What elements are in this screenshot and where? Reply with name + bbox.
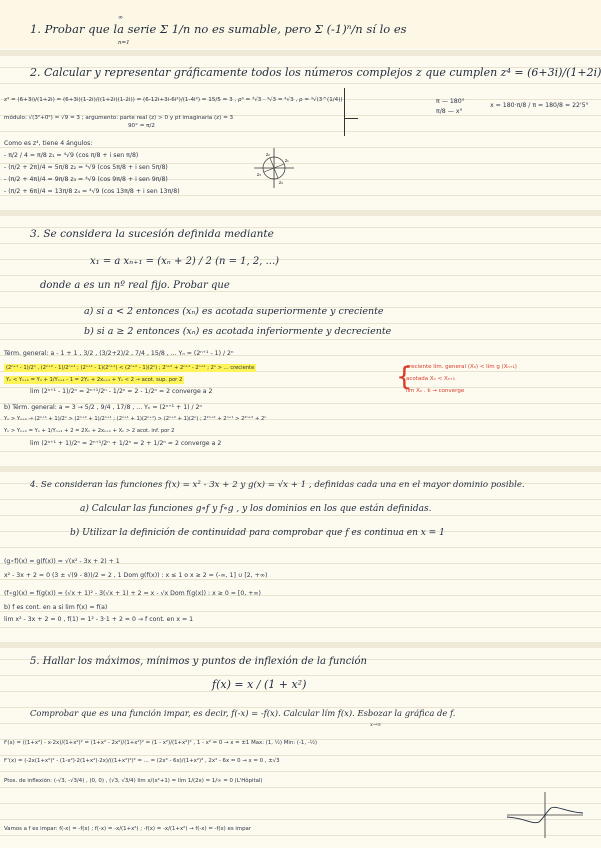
red-note-3: lím Xₙ . k → converge	[406, 388, 465, 394]
problem-4-part-a: a) Calcular las funciones g∘f y f∘g , y los dominios en los que están definidas.	[80, 504, 432, 514]
p4-work-5: lim x² - 3x + 2 = 0 , f(1) = 1² - 3·1 + 2 = 0 → f cont. en x = 1	[4, 616, 194, 623]
plot-label-z4: z₄	[279, 180, 283, 185]
part-b-limit: lim (2ⁿ⁺¹ + 1)/2ⁿ = 2ⁿ⁺¹/2ⁿ + 1/2ⁿ = 2 + 1/2ⁿ = 2 converge a 2	[30, 440, 222, 447]
mini-axis-vertical	[344, 88, 345, 136]
p2-work-line-2: módulo: √(3²+0²) = √9 = 3 ; argumento: parte real (z) > 0 y pt imaginaria (z) = 3	[4, 115, 234, 121]
recurrence-formula: x₁ = a xₙ₊₁ = (xₙ + 2) / 2 (n = 1, 2, ...)	[90, 256, 280, 267]
problem-4-statement: 4. Se consideran las funciones f(x) = x² - 3x + 2 y g(x) = √x + 1 , definidas cada una en el mayor dominio posible.	[30, 480, 525, 490]
problem-1-section	[0, 0, 601, 48]
p5-work-4: Vamos a f es impar: f(-x) = -f(x) ; f(-x) = -x/(1+x²) ; -f(x) = -x/(1+x²) → f(-x) = -f(x) es impar	[4, 826, 252, 832]
plot-root-4	[274, 168, 278, 178]
problem-3-statement: 3. Se considera la sucesión definida mediante	[30, 228, 274, 240]
part-b-statement: b) si a ≥ 2 entonces (xₙ) es acotada inferiormente y decreciente	[84, 326, 392, 337]
sum-upper-limit: ∞	[118, 14, 123, 21]
problem-5-section	[0, 650, 601, 848]
problem-4-part-b: b) Utilizar la definición de continuidad para comprobar que f es continua en x = 1	[70, 528, 445, 538]
problem-5-statement: 5. Hallar los máximos, mínimos y puntos de inflexión de la función	[30, 656, 367, 667]
highlighted-line-2: Yₙ < Yₙ₊₁ = Yₙ + 1/Yₙ₊₁ - 1 = 2Yₙ + 2xₙ₊₁ + Yₙ < 2 → acot. sup. por 2	[6, 377, 183, 383]
plot-label-z3: z₃	[257, 172, 261, 177]
problem-5-function: f(x) = x / (1 + x²)	[212, 678, 307, 691]
general-term-line: Térm. general: a - 1 + 1 , 3/2 , (3/2+2)/2 , 7/4 , 15/8 , ... Yₙ = (2ⁿ⁺¹ - 1) / 2ⁿ	[4, 350, 234, 357]
red-note-1: creciente lím. general (Xₙ) < lím g (Xₙ₊₁)	[406, 364, 517, 370]
plot-root-2	[270, 158, 274, 168]
part-b-term: b) Térm. general: a = 3 → 5/2 , 9/4 , 17/8 , ... Yₙ = (2ⁿ⁺¹ + 1) / 2ⁿ	[4, 404, 202, 411]
root-line-3: - (π/2 + 4π)/4 = 9π/8 z₃ = ⁴√9 (cos 9π/8 + i sen 9π/8)	[4, 176, 168, 183]
p2-work-line-1: z⁴ = (6+3i)/(1+2i) = (6+3i)(1-2i)/((1+2i)(1-2i)) = (6-12i+3i-6i²)/(1-4i²) = 15/5 = 3 , ρ⁴ = ³√3 · ⁴√3 = ⁴√3 , ρ = ⁴√(3^(1/4))	[4, 97, 343, 103]
problem-4-section	[0, 474, 601, 640]
plot-label-z1: z₁	[285, 158, 289, 163]
angle-note-a: π — 180°	[436, 98, 465, 105]
plot-root-3	[264, 168, 274, 172]
roots-title: Como es z⁴, tiene 4 ángulos:	[4, 140, 93, 147]
problem-3-statement-2: donde a es un nº real fijo. Probar que	[40, 280, 230, 291]
highlighted-line-1: (2ⁿ⁺¹ - 1)/2ⁿ , (2ⁿ⁺² - 1)/2ⁿ⁺¹ ; (2ⁿ⁺¹ - 1)(2ⁿ⁺¹) < (2ⁿ⁺² - 1)(2ⁿ) ; 2ⁿ⁺² + 2ⁿ⁺¹ - 2ⁿ⁺² ; 2ⁿ > ... creciente	[6, 365, 255, 371]
section-divider	[0, 642, 601, 648]
root-line-1: - π/2 / 4 = π/8 z₁ = ⁴√9 (cos π/8 + i sen π/8)	[4, 152, 139, 159]
plot-root-1	[274, 164, 284, 168]
p5-work-2: f''(x) = (-2x(1+x²)² - (1-x²)·2(1+x²)·2x)/((1+x²)²)² = ... = (2x³ - 6x)/(1+x²)³ , 2x³ - 6x = 0 → x = 0 , ±√3	[4, 758, 280, 764]
part-b-line-2: Yₙ > Yₙ₊₁ = Yₙ + 1/Yₙ₊₁ + 2 = 2Xₙ + 2xₙ₊₁ + Xₙ > 2 acot. inf. por 2	[4, 428, 175, 434]
red-brace: {	[396, 362, 413, 392]
function-sketch	[505, 790, 585, 840]
problem-1-statement: 1. Probar que la serie Σ 1/n no es sumable, pero Σ (-1)ⁿ/n sí lo es	[30, 22, 407, 36]
complex-roots-plot	[252, 146, 296, 190]
limit-line: lim (2ⁿ⁺¹ - 1)/2ⁿ = 2ⁿ⁺¹/2ⁿ - 1/2ⁿ = 2 - 1/2ⁿ = 2 converge a 2	[30, 388, 213, 395]
problem-3-section	[0, 218, 601, 464]
problem-2-statement: 2. Calcular y representar gráficamente todos los números complejos z que cumplen z⁴ = (6+3i)/(1+2i)	[30, 66, 601, 79]
mini-axis-horizontal	[344, 118, 358, 119]
problem-5-lim-sub: x→∞	[370, 722, 382, 728]
angle-note-c: x = 180·π/8 / π = 180/8 = 22'5°	[490, 102, 589, 109]
section-divider	[0, 210, 601, 216]
root-line-2: - (π/2 + 2π)/4 = 5π/8 z₂ = ⁴√9 (cos 5π/8 + i sen 5π/8)	[4, 164, 168, 171]
p5-work-1: f'(x) = ((1+x²) - x·2x)/(1+x²)² = (1+x² - 2x²)/(1+x²)² = (1 - x²)/(1+x²)² , 1 - x² = 0 → x = ±1 Max: (1, ½) Min: (-1, -½)	[4, 740, 318, 746]
p4-work-2: x² - 3x + 2 = 0 (3 ± √(9 - 8))/2 = 2 , 1 Dom g(f(x)) : x ≤ 1 o x ≥ 2 = (-∞, 1] ∪ [2, +∞)	[4, 572, 268, 579]
sum-lower-limit: n=1	[118, 40, 130, 46]
part-a-statement: a) si a < 2 entonces (xₙ) es acotada superiormente y creciente	[84, 306, 384, 317]
plot-label-z2: z₂	[266, 152, 270, 157]
section-divider	[0, 50, 601, 56]
p4-work-1: (g∘f)(x) = g(f(x)) = √(x² - 3x + 2) + 1	[4, 558, 120, 565]
p4-work-3: (f∘g)(x) = f(g(x)) = (√x + 1)² - 3(√x + 1) + 2 = x - √x Dom f(g(x)) : x ≥ 0 = [0, +∞)	[4, 590, 261, 597]
problem-5-statement-2: Comprobar que es una función impar, es decir, f(-x) = -f(x). Calcular lím f(x). Esbozar la gráfica de f.	[30, 708, 456, 718]
p4-work-4: b) f es cont. en a si lim f(x) = f(a)	[4, 604, 108, 611]
root-line-4: - (π/2 + 6π)/4 = 13π/8 z₄ = ⁴√9 (cos 13π/8 + i sen 13π/8)	[4, 188, 180, 195]
section-divider	[0, 466, 601, 472]
red-note-2: acotada Xₙ < Xₙ₊₁	[406, 376, 456, 382]
problem-2-section	[0, 58, 601, 208]
part-b-line-1: Yₙ > Yₙ₊₁ → (2ⁿ⁺¹ + 1)/2ⁿ > (2ⁿ⁺² + 1)/2ⁿ⁺¹ ; (2ⁿ⁺¹ + 1)(2ⁿ⁺¹) > (2ⁿ⁺² + 1)(2ⁿ) ; 2²ⁿ⁺² + 2ⁿ⁺¹ > 2²ⁿ⁺² + 2ⁿ	[4, 416, 267, 422]
angle-note-b: π/8 — x°	[436, 108, 463, 115]
p5-work-3: Ptos. de inflexión: (-√3, -√3/4) , (0, 0) , (√3, √3/4) lím x/(x²+1) = lím 1/(2x) = 1/∞ = 0 (L'Hôpital)	[4, 778, 263, 784]
p2-work-line-2b: 90° = π/2	[128, 123, 155, 129]
